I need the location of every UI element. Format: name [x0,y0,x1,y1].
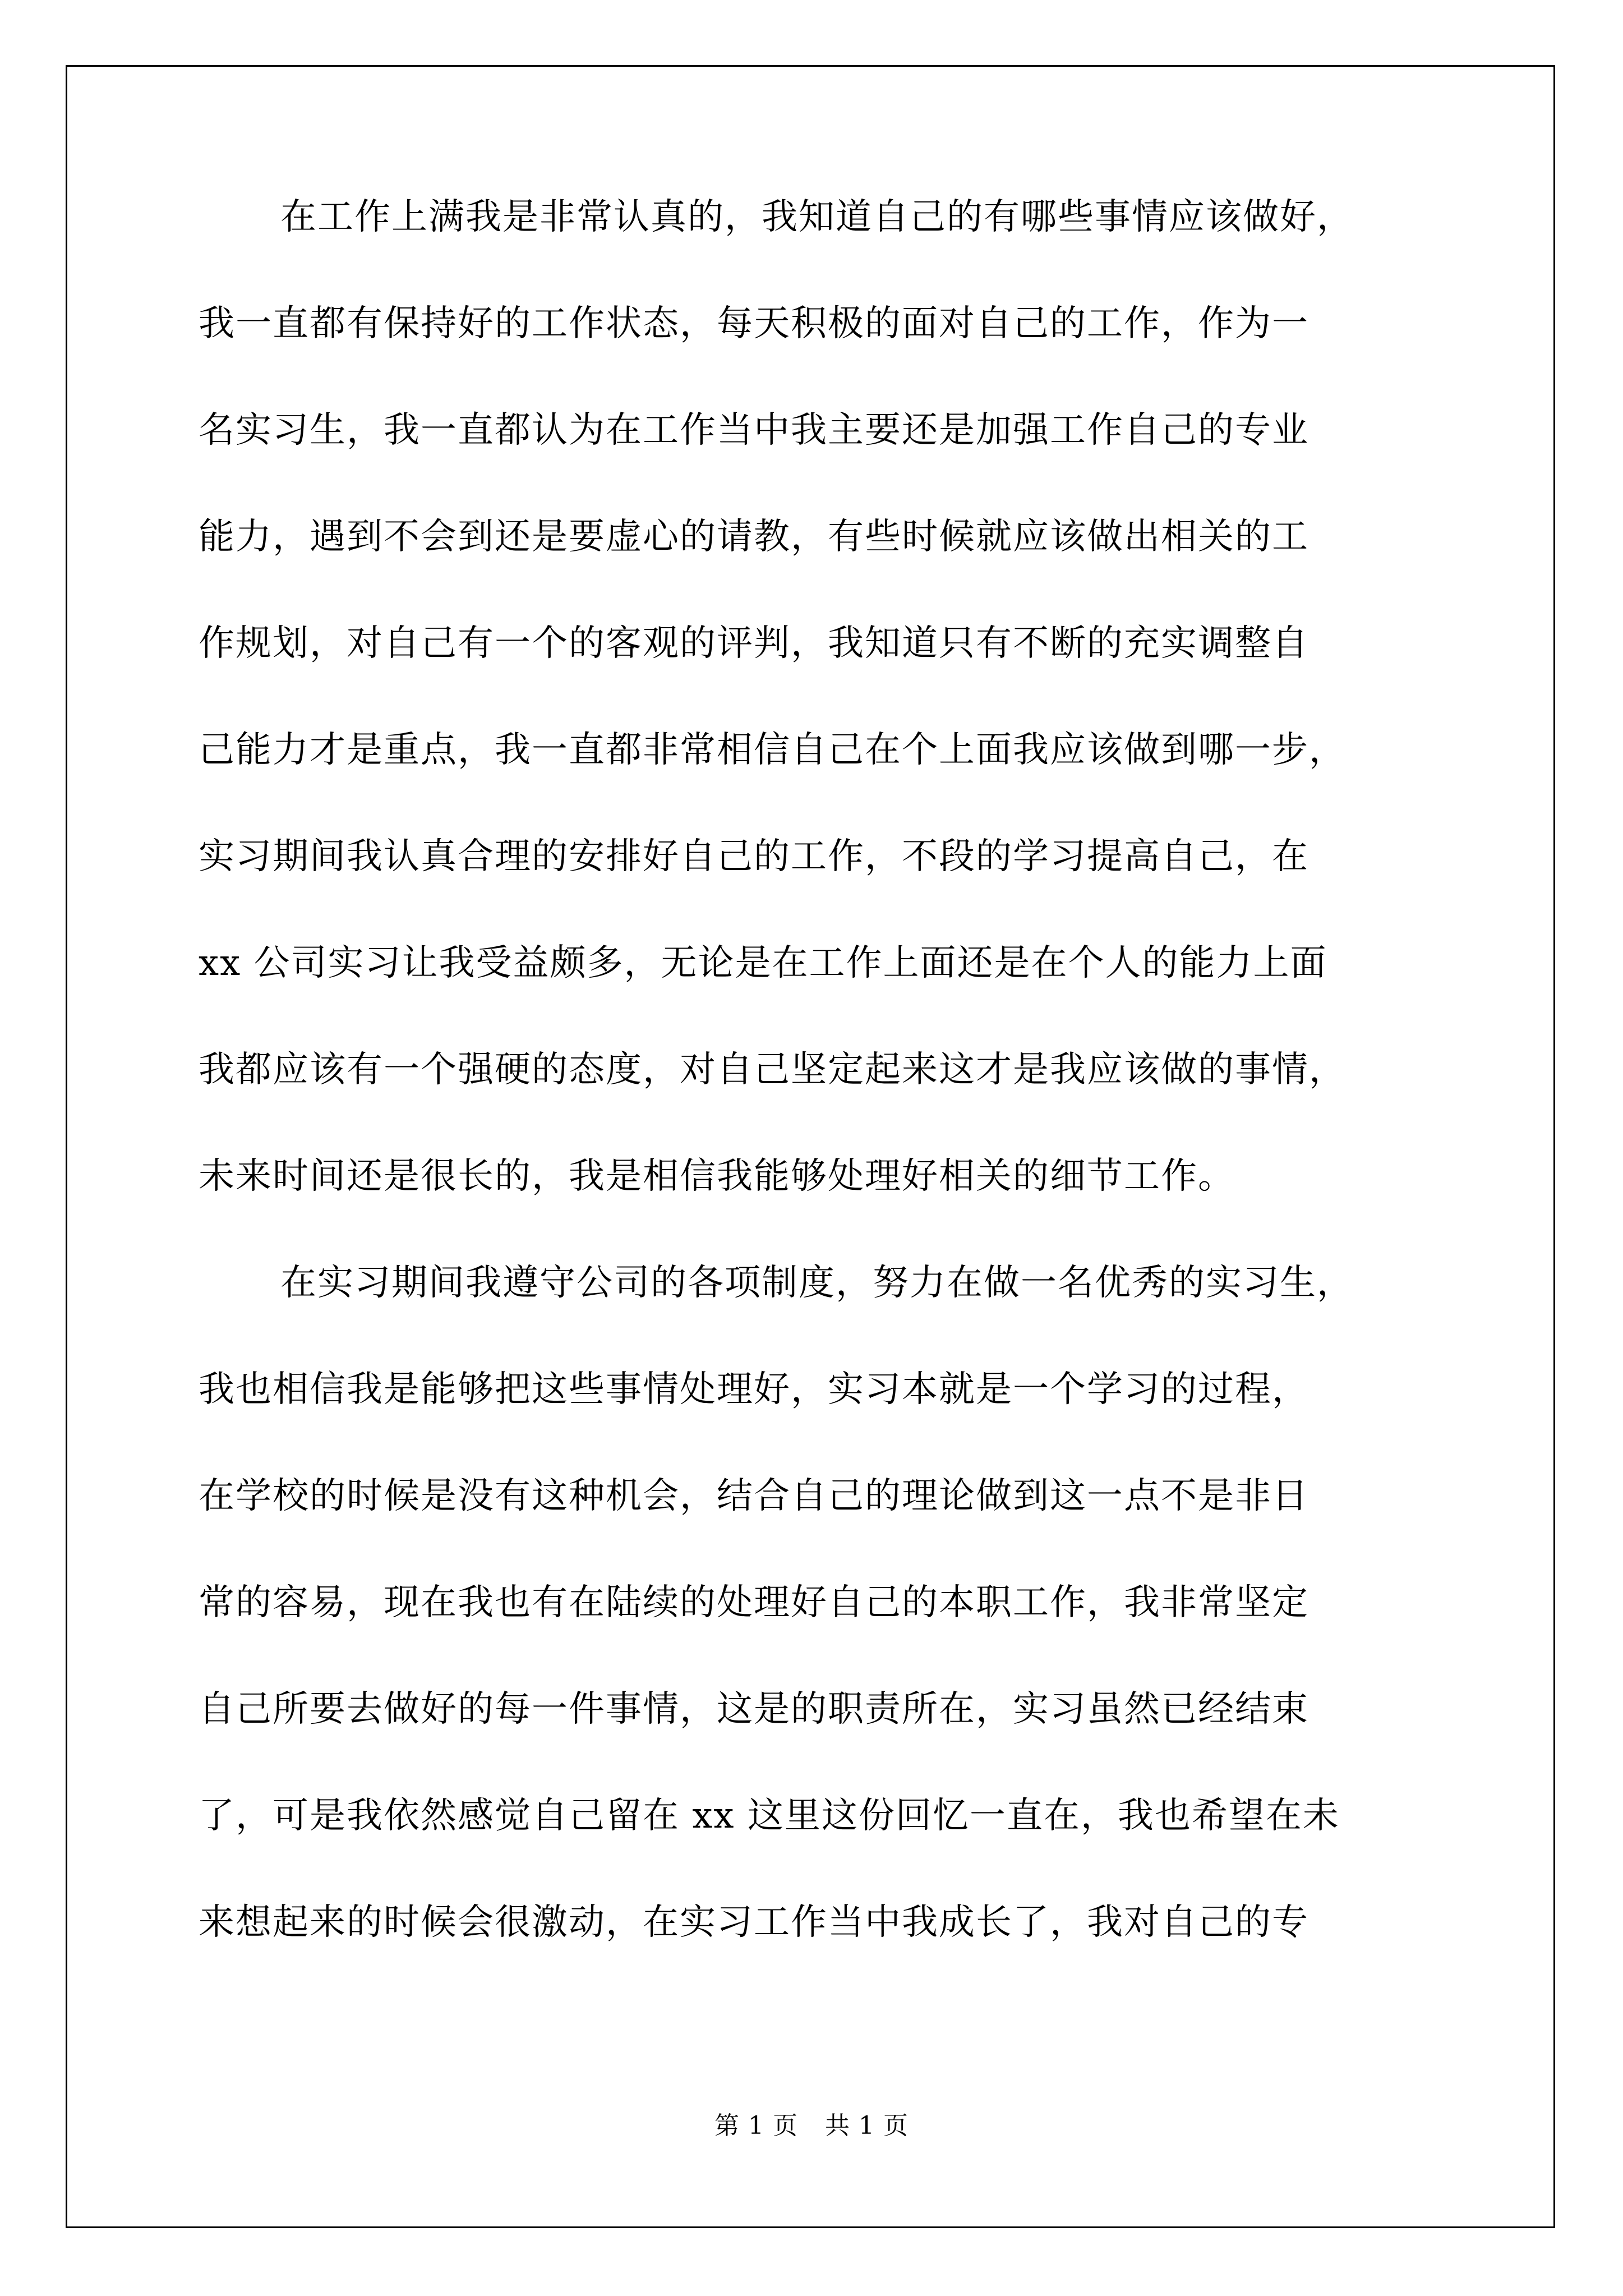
paragraph-2-line-7: 来想起来的时候会很激动，在实习工作当中我成长了，我对自己的专 [199,1902,1309,1943]
paragraph-2-line-5: 自己所要去做好的每一件事情，这是的职责所在，实习虽然已经结束 [199,1688,1309,1730]
paragraph-1-line-8: xx 公司实习让我受益颇多，无论是在工作上面还是在个人的能力上面 [199,942,1327,984]
paragraph-2-line-4: 常的容易，现在我也有在陆续的处理好自己的本职工作，我非常坚定 [199,1582,1309,1623]
paragraph-1-line-3: 名实习生，我一直都认为在工作当中我主要还是加强工作自己的专业 [199,409,1309,451]
paragraph-1-line-10: 未来时间还是很长的，我是相信我能够处理好相关的细节工作。 [199,1156,1235,1197]
page-footer [0,2109,1623,2143]
paragraph-1-line-5: 作规划，对自己有一个的客观的评判，我知道只有不断的充实调整自 [199,623,1309,664]
paragraph-1-line-2: 我一直都有保持好的工作状态，每天积极的面对自己的工作，作为一 [199,303,1309,344]
paragraph-2-line-2: 我也相信我是能够把这些事情处理好，实习本就是一个学习的过程， [199,1369,1309,1410]
paragraph-1-line-9: 我都应该有一个强硬的态度，对自己坚定起来这才是我应该做的事情， [199,1049,1346,1091]
paragraph-2-line-1: 在实习期间我遵守公司的各项制度，努力在做一名优秀的实习生， [280,1262,1354,1304]
page-total: 共 1 页 [825,2111,909,2140]
paragraph-1-line-6: 己能力才是重点，我一直都非常相信自己在个上面我应该做到哪一步， [199,729,1346,771]
paragraph-2-line-3: 在学校的时候是没有这种机会，结合自己的理论做到这一点不是非日 [199,1475,1309,1517]
paragraph-2-line-6: 了，可是我依然感觉自己留在 xx 这里这份回忆一直在，我也希望在未 [199,1795,1340,1837]
paragraph-1-line-1: 在工作上满我是非常认真的，我知道自己的有哪些事情应该做好， [280,196,1354,238]
paragraph-1-line-4: 能力，遇到不会到还是要虚心的请教，有些时候就应该做出相关的工 [199,516,1309,558]
paragraph-1-line-7: 实习期间我认真合理的安排好自己的工作，不段的学习提高自己，在 [199,836,1309,877]
page-number: 第 1 页 [714,2111,798,2140]
